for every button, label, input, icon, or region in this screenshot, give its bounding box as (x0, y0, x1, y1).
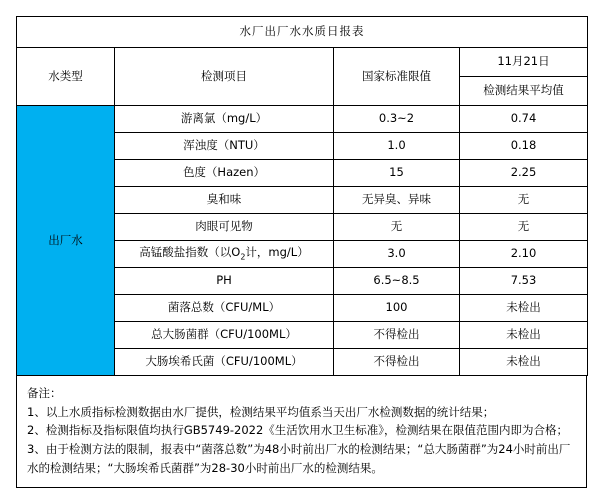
item-result: 无 (460, 214, 588, 241)
item-standard: 1.0 (334, 133, 460, 160)
header-result: 检测结果平均值 (460, 77, 588, 106)
item-name: 总大肠菌群（CFU/100ML） (115, 322, 334, 349)
item-name: 浑浊度（NTU） (115, 133, 334, 160)
header-standard: 国家标准限值 (334, 48, 460, 106)
item-result: 无 (460, 187, 588, 214)
item-standard: 不得检出 (334, 322, 460, 349)
item-name-pre: 高锰酸盐指数（以O (139, 245, 241, 260)
header-item: 检测项目 (115, 48, 334, 106)
item-result: 2.10 (460, 241, 588, 268)
item-standard: 0.3~2 (334, 106, 460, 133)
page-title: 水厂出厂水水质日报表 (17, 17, 588, 48)
item-standard: 15 (334, 160, 460, 187)
table-header-row (17, 48, 588, 77)
note-line: 1、以上水质指标检测数据由水厂提供，检测结果平均值系当天出厂水检测数据的统计结果； (27, 404, 495, 419)
header-date: 11月21日 (460, 48, 588, 77)
item-name: PH (115, 268, 334, 295)
item-result: 未检出 (460, 295, 588, 322)
item-standard: 不得检出 (334, 349, 460, 376)
item-standard: 3.0 (334, 241, 460, 268)
item-result: 未检出 (460, 322, 588, 349)
table-row (17, 106, 588, 133)
item-result: 0.74 (460, 106, 588, 133)
item-name-post: 计，mg/L） (245, 245, 309, 260)
item-result: 2.25 (460, 160, 588, 187)
item-result: 7.53 (460, 268, 588, 295)
table-title-row (17, 17, 588, 48)
header-category: 水类型 (17, 48, 115, 106)
item-name: 大肠埃希氏菌（CFU/100ML） (115, 349, 334, 376)
item-name: 菌落总数（CFU/ML） (115, 295, 334, 322)
item-standard: 6.5~8.5 (334, 268, 460, 295)
item-name: 色度（Hazen） (115, 160, 334, 187)
item-name: 臭和味 (115, 187, 334, 214)
item-standard: 无 (334, 214, 460, 241)
item-name (115, 241, 334, 268)
item-result: 未检出 (460, 349, 588, 376)
note-line: 2、检测指标及指标限值均执行GB5749-2022《生活饮用水卫生标准》，检测结果在限值范围内即为合格； (27, 423, 569, 438)
item-name-subscript: 2 (240, 252, 246, 262)
item-result: 0.18 (460, 133, 588, 160)
notes-section (16, 376, 587, 488)
category-label: 出厂水 (17, 106, 115, 376)
note-line: 3、由于检测方法的限制，报表中“菌落总数”为48小时前出厂水的检测结果；“总大肠菌群”为24小时前出厂水的检测结果；“大肠埃希氏菌群”为28-30小时前出厂水的检测结果。 (27, 441, 571, 475)
item-standard: 无异臭、异味 (334, 187, 460, 214)
item-name: 肉眼可见物 (115, 214, 334, 241)
note-line: 备注： (27, 386, 62, 400)
item-standard: 100 (334, 295, 460, 322)
item-name: 游离氯（mg/L） (115, 106, 334, 133)
water-quality-table (16, 16, 588, 376)
